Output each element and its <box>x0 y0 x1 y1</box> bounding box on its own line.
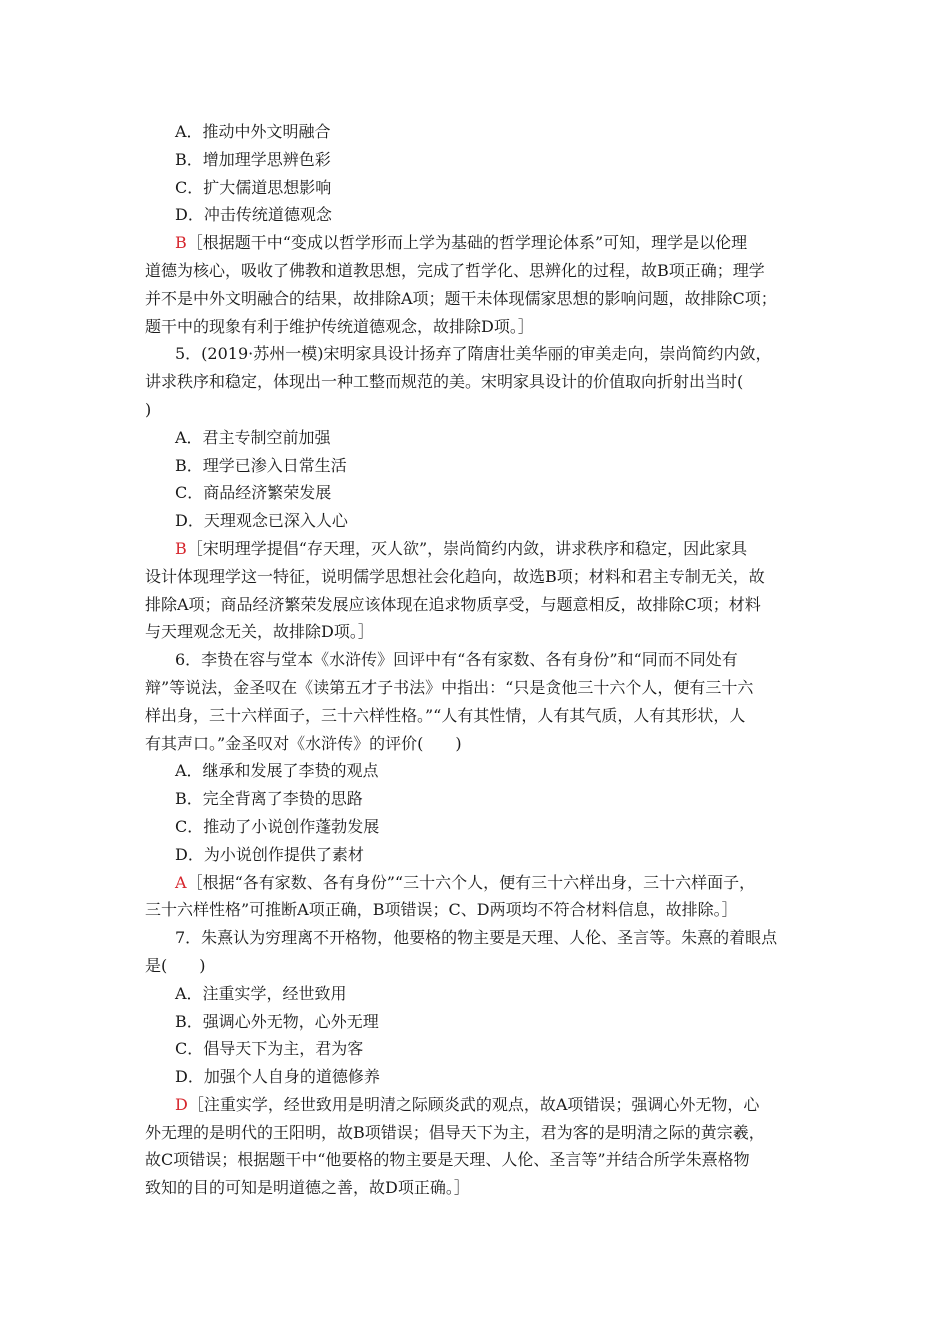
q4-analysis-line: 并不是中外文明融合的结果，故排除A项；题干未体现儒家思想的影响问题，故排除C项； <box>145 288 777 308</box>
q7-option-c: C．倡导天下为主，君为客 <box>175 1039 364 1059</box>
q4-analysis-line: 道德为核心，吸收了佛教和道教思想，完成了哲学化、思辨化的过程，故B项正确；理学 <box>145 260 765 280</box>
q6-analysis-line <box>145 869 807 897</box>
q4-option-d: D．冲击传统道德观念 <box>175 205 332 225</box>
q5-analysis-line: 排除A项；商品经济繁荣发展应该体现在追求物质享受，与题意相反，故排除C项；材料 <box>145 594 761 614</box>
q5-analysis-line: 与天理观念无关，故排除D项。］ <box>145 622 374 642</box>
q7-option-b: B．强调心外无物，心外无理 <box>175 1011 379 1031</box>
q6-analysis-text: ［根据“各有家数、各有身份”“三十六个人，便有三十六样出身，三十六样面子， <box>186 872 756 892</box>
q7-stem-line: 7．朱熹认为穷理离不开格物，他要格的物主要是天理、人伦、圣言等。朱熹的着眼点 <box>175 928 778 948</box>
page-content <box>145 118 807 1202</box>
q4-analysis-line <box>145 229 807 257</box>
q4-analysis-text: ［根据题干中“变成以哲学形而上学为基础的哲学理论体系”可知，理学是以伦理 <box>186 233 748 253</box>
q7-analysis-line: 致知的目的可知是明道德之善，故D项正确。］ <box>145 1178 470 1198</box>
q5-option-a: A．君主专制空前加强 <box>175 427 331 447</box>
q5-stem-line: 讲求秩序和稳定，体现出一种工整而规范的美。宋明家具设计的价值取向折射出当时( <box>145 372 744 392</box>
q4-analysis-line: 题干中的现象有利于维护传统道德观念，故排除D项。］ <box>145 316 534 336</box>
q6-stem-line: 样出身，三十六样面子，三十六样性格。”“人有其性情，人有其气质，人有其形状，人 <box>145 705 746 725</box>
q5-answer: B <box>175 538 187 558</box>
q7-analysis-text: ［注重实学，经世致用是明清之际顾炎武的观点，故A项错误；强调心外无物，心 <box>187 1094 760 1114</box>
q7-answer: D <box>175 1094 188 1114</box>
q6-answer: A <box>175 872 187 892</box>
q7-analysis-line: 故C项错误；根据题干中“他要格的物主要是天理、人伦、圣言等”并结合所学朱熹格物 <box>145 1150 750 1170</box>
q5-option-b: B．理学已渗入日常生活 <box>175 455 347 475</box>
q5-option-c: C．商品经济繁荣发展 <box>175 483 332 503</box>
q5-stem-line: ) <box>145 399 152 419</box>
q7-stem-line: 是( ) <box>145 955 206 975</box>
q4-option-c: C．扩大儒道思想影响 <box>175 177 332 197</box>
q7-analysis-line: 外无理的是明代的王阳明，故B项错误；倡导天下为主，君为客的是明清之际的黄宗羲， <box>145 1122 765 1142</box>
q6-option-c: C．推动了小说创作蓬勃发展 <box>175 816 380 836</box>
q5-option-d: D．天理观念已深入人心 <box>175 511 348 531</box>
q6-option-d: D．为小说创作提供了素材 <box>175 844 364 864</box>
q6-stem-line: 有其声口。”金圣叹对《水浒传》的评价( ) <box>145 733 462 753</box>
q5-stem-line: 5．(2019·苏州一模)宋明家具设计扬弃了隋唐壮美华丽的审美走向，崇尚简约内敛， <box>175 344 772 364</box>
q6-option-b: B．完全背离了李贽的思路 <box>175 789 363 809</box>
q5-analysis-line: 设计体现理学这一特征，说明儒学思想社会化趋向，故选B项；材料和君主专制无关，故 <box>145 566 765 586</box>
q7-analysis-line <box>145 1091 807 1119</box>
q4-option-a: A．推动中外文明融合 <box>175 122 331 141</box>
q4-answer: B <box>175 233 187 253</box>
q4-option-b: B．增加理学思辨色彩 <box>175 149 331 169</box>
q5-analysis-text: ［宋明理学提倡“存天理，灭人欲”，崇尚简约内敛，讲求秩序和稳定，因此家具 <box>186 538 748 558</box>
q5-analysis-line <box>145 535 807 563</box>
q7-option-a: A．注重实学，经世致用 <box>175 983 347 1003</box>
q7-option-d: D．加强个人自身的道德修养 <box>175 1067 380 1087</box>
q6-option-a: A．继承和发展了李贽的观点 <box>175 761 379 781</box>
q6-stem-line: 辩”等说法，金圣叹在《读第五才子书法》中指出：“只是贪他三十六个人，便有三十六 <box>145 677 754 697</box>
q6-stem-line: 6．李贽在容与堂本《水浒传》回评中有“各有家数、各有身份”和“同而不同处有 <box>175 650 738 670</box>
q6-analysis-line: 三十六样性格”可推断A项正确，B项错误；C、D两项均不符合材料信息，故排除。］ <box>145 900 738 920</box>
